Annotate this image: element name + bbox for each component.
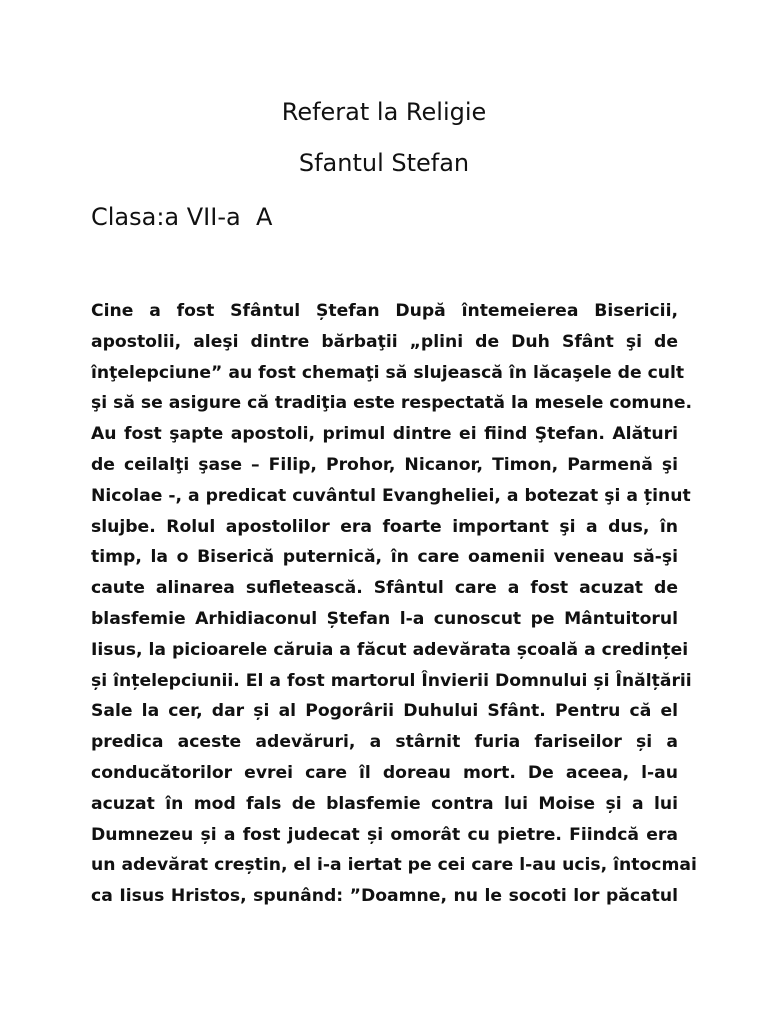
body-line: înţelepciune” au fost chemaţi să slujească în lăcaşele de cult [91,362,685,383]
body-line: blasfemie Arhidiaconul Ștefan l-a cunoscut pe Mântuitorul [91,608,678,629]
body-line: predica aceste adevăruri, a stârnit furia fariseilor și a [91,732,678,753]
body-line: de ceilalţi şase – Filip, Prohor, Nicanor, Timon, Parmenă şi [91,454,678,475]
body-line: acuzat în mod fals de blasfemie contra lui Moise și a lui [91,793,678,814]
document-subtitle: Sfantul Stefan [298,149,470,177]
body-line: caute alinarea sufletească. Sfântul care a fost acuzat de [91,578,678,599]
body-line: Nicolae -, a predicat cuvântul Evangheliei, a botezat şi a ținut [91,485,691,506]
body-line: un adevărat creștin, el i-a iertat pe cei care l-au ucis, întocmai [91,855,697,876]
body-line: Iisus, la picioarele căruia a făcut adevărata școală a credinței [91,639,689,660]
body-line: Cine a fost Sfântul Ștefan După întemeierea Bisericii, [91,301,678,321]
body-line: Dumnezeu și a fost judecat și omorât cu pietre. Fiindcă era [91,824,678,845]
body-line: apostolii, aleşi dintre bărbaţii „plini de Duh Sfânt şi de [91,331,678,352]
body-line: și înțelepciunii. El a fost martorul Învierii Domnului și Înălțării [91,670,692,691]
body-line: timp, la o Biserică puternică, în care oamenii veneau să-şi [91,547,678,568]
body-line: Sale la cer, dar și al Pogorârii Duhului Sfânt. Pentru că el [91,701,678,722]
body-line: ca Iisus Hristos, spunând: ”Doamne, nu le socoti lor păcatul [91,886,678,907]
class-label: Clasa:a VII-a A [91,203,273,231]
body-line: Au fost şapte apostoli, primul dintre ei fiind Ştefan. Alături [91,424,678,445]
body-line: conducătorilor evrei care îl doreau mort. De aceea, l-au [91,762,678,783]
body-line: şi să se asigure că tradiţia este respectată la mesele comune. [91,393,693,414]
body-line: slujbe. Rolul apostolilor era foarte important şi a dus, în [91,516,678,537]
document-title: Referat la Religie [281,98,487,126]
body-paragraph [91,296,697,912]
